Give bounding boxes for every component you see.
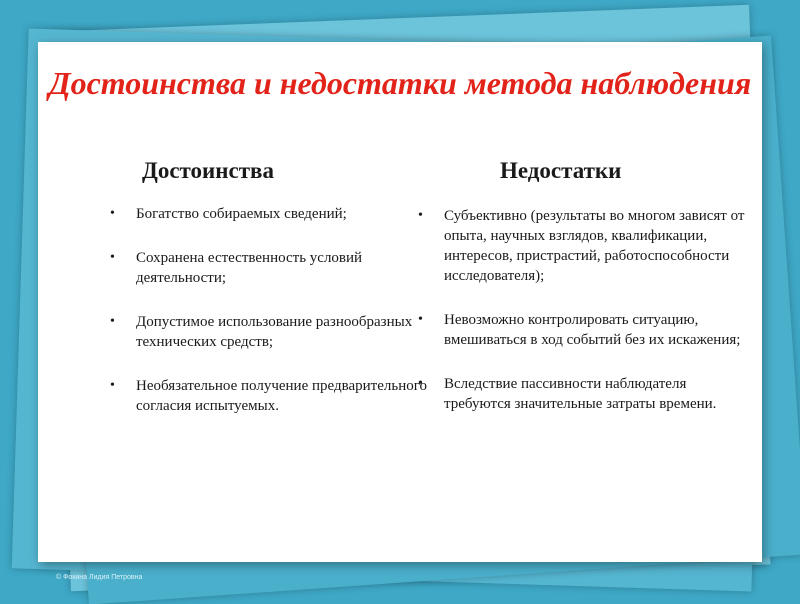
- list-item: • Богатство собираемых сведений;: [110, 204, 430, 224]
- advantages-heading: Достоинства: [142, 158, 274, 183]
- list-item: • Вследствие пассивности наблюдателя требуются значительные затраты времени.: [418, 374, 748, 414]
- list-item: • Невозможно контролировать ситуацию, вмешиваться в ход событий без их искажения;: [418, 310, 748, 350]
- disadvantages-list: [418, 206, 748, 438]
- list-item: • Необязательное получение предварительного согласия испытуемых.: [110, 376, 430, 416]
- slide-title: Достоинства и недостатки метода наблюдения: [48, 65, 752, 101]
- advantages-list: [110, 204, 430, 440]
- slide: [38, 42, 762, 562]
- list-item: • Субъективно (результаты во многом зависят от опыта, научных взглядов, квалификации, интересов, пристрастий, работоспособности исследователя);: [418, 206, 748, 286]
- disadvantages-heading: Недостатки: [500, 158, 622, 183]
- list-item: • Допустимое использование разнообразных технических средств;: [110, 312, 430, 352]
- footer-credit: © Фокина Лидия Петровна: [56, 574, 143, 581]
- list-item: • Сохранена естественность условий деятельности;: [110, 248, 430, 288]
